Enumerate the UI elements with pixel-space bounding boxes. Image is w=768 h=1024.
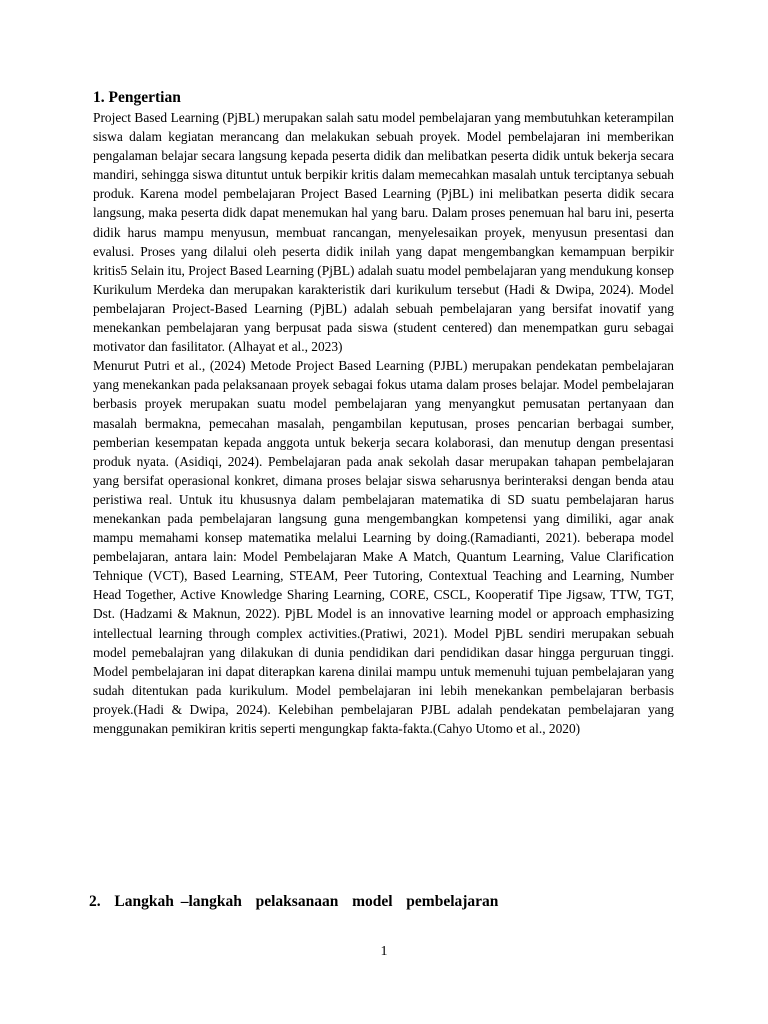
section-pengertian: [93, 88, 674, 738]
page-number: 1: [380, 944, 388, 959]
section-heading: 2. Langkah –langkah pelaksanaan model pembelajaran: [89, 892, 499, 910]
section-heading: 1. Pengertian: [93, 89, 181, 106]
paragraph: Menurut Putri et al., (2024) Metode Project Based Learning (PJBL) merupakan pendekatan pembelajaran yang menekankan pada pelaksanaan proyek sebagai fokus utama dalam proses belajar. Model pembelajaran berbasis proyek merupakan suatu model pembelajaran yang menyangkut pemusatan pertanyaan dan masalah bermakna, pemecahan masalah, pengambilan keputusan, proses pencarian berbagai sumber, pemberian kesempatan kepada anggota untuk bekerja secara kolaborasi, dan menutup dengan presentasi produk nyata. (Asidiqi, 2024). Pembelajaran pada anak sekolah dasar merupakan tahapan pembelajaran yang bersifat operasional konkret, dimana proses belajar siswa seharusnya berinteraksi dengan benda atau peristiwa real. Untuk itu khususnya dalam pembelajaran matematika di SD suatu pembelajaran harus menekankan pada pembelajaran langsung guna mengembangkan kompetensi yang dimiliki, agar anak mampu memahami konsep matematika melalui Learning by doing.(Ramadianti, 2021). beberapa model pembelajaran, antara lain: Model Pembelajaran Make A Match, Quantum Learning, Value Clarification Tehnique (VCT), Based Learning, STEAM, Peer Tutoring, Contextual Teaching and Learning, Number Head Together, Active Knowledge Sharing Learning, CORE, CSCL, Kooperatif Tipe Jigsaw, TTW, TGT, Dst. (Hadzami & Maknun, 2022). PjBL Model is an innovative learning model or approach emphasizing intellectual learning through complex activities.(Pratiwi, 2021). Model PjBL sendiri merupakan sebuah model pemebalajran yang dilakukan di dunia pendidikan dari pendidikan dasar hingga perguruan tinggi. Model pembelajaran ini dapat diterapkan karena dinilai mampu untuk memenuhi tujuan pembelajaran yang sudah ditentukan pada kurikulum. Model pembelajaran ini lebih menekankan pembelajaran berbasis proyek.(Hadi & Dwipa, 2024). Kelebihan pembelajaran PJBL adalah pendekatan pembelajaran yang menggunakan pemikiran kritis seperti mengungkap fakta-fakta.(Cahyo Utomo et al., 2020): [93, 358, 674, 736]
paragraph: Project Based Learning (PjBL) merupakan salah satu model pembelajaran yang membutuhkan keterampilan siswa dalam kegiatan merancang dan melakukan sebuah proyek. Model pembelajaran ini memberikan pengalaman belajar secara langsung kepada peserta didik dan melibatkan peserta didik untuk bekerja secara mandiri, sehingga siswa dituntut untuk berpikir kritis dalam memecahkan masalah untuk terciptanya sebuah produk. Karena model pembelajaran Project Based Learning (PjBL) ini melibatkan peserta didik secara langsung, maka peserta didk dapat menemukan hal yang baru. Dalam proses penemuan hal baru ini, peserta didik harus mampu menyusun, membuat rancangan, menyelesaikan proyek, menyusun presentasi dan evalusi. Proses yang dilalui oleh peserta didik inilah yang dapat mengembangkan kemampuan berpikir kritis5 Selain itu, Project Based Learning (PjBL) adalah suatu model pembelajaran yang mendukung konsep Kurikulum Merdeka dan merupakan karakteristik dari kurikulum tersebut (Hadi & Dwipa, 2024). Model pembelajaran Project-Based Learning (PjBL) adalah sebuah pembelajaran yang bersifat inovatif yang menekankan pembelajaran yang berpusat pada siswa (student centered) dan menempatkan guru sebagai motivator dan fasilitator. (Alhayat et al., 2023): [93, 110, 674, 355]
